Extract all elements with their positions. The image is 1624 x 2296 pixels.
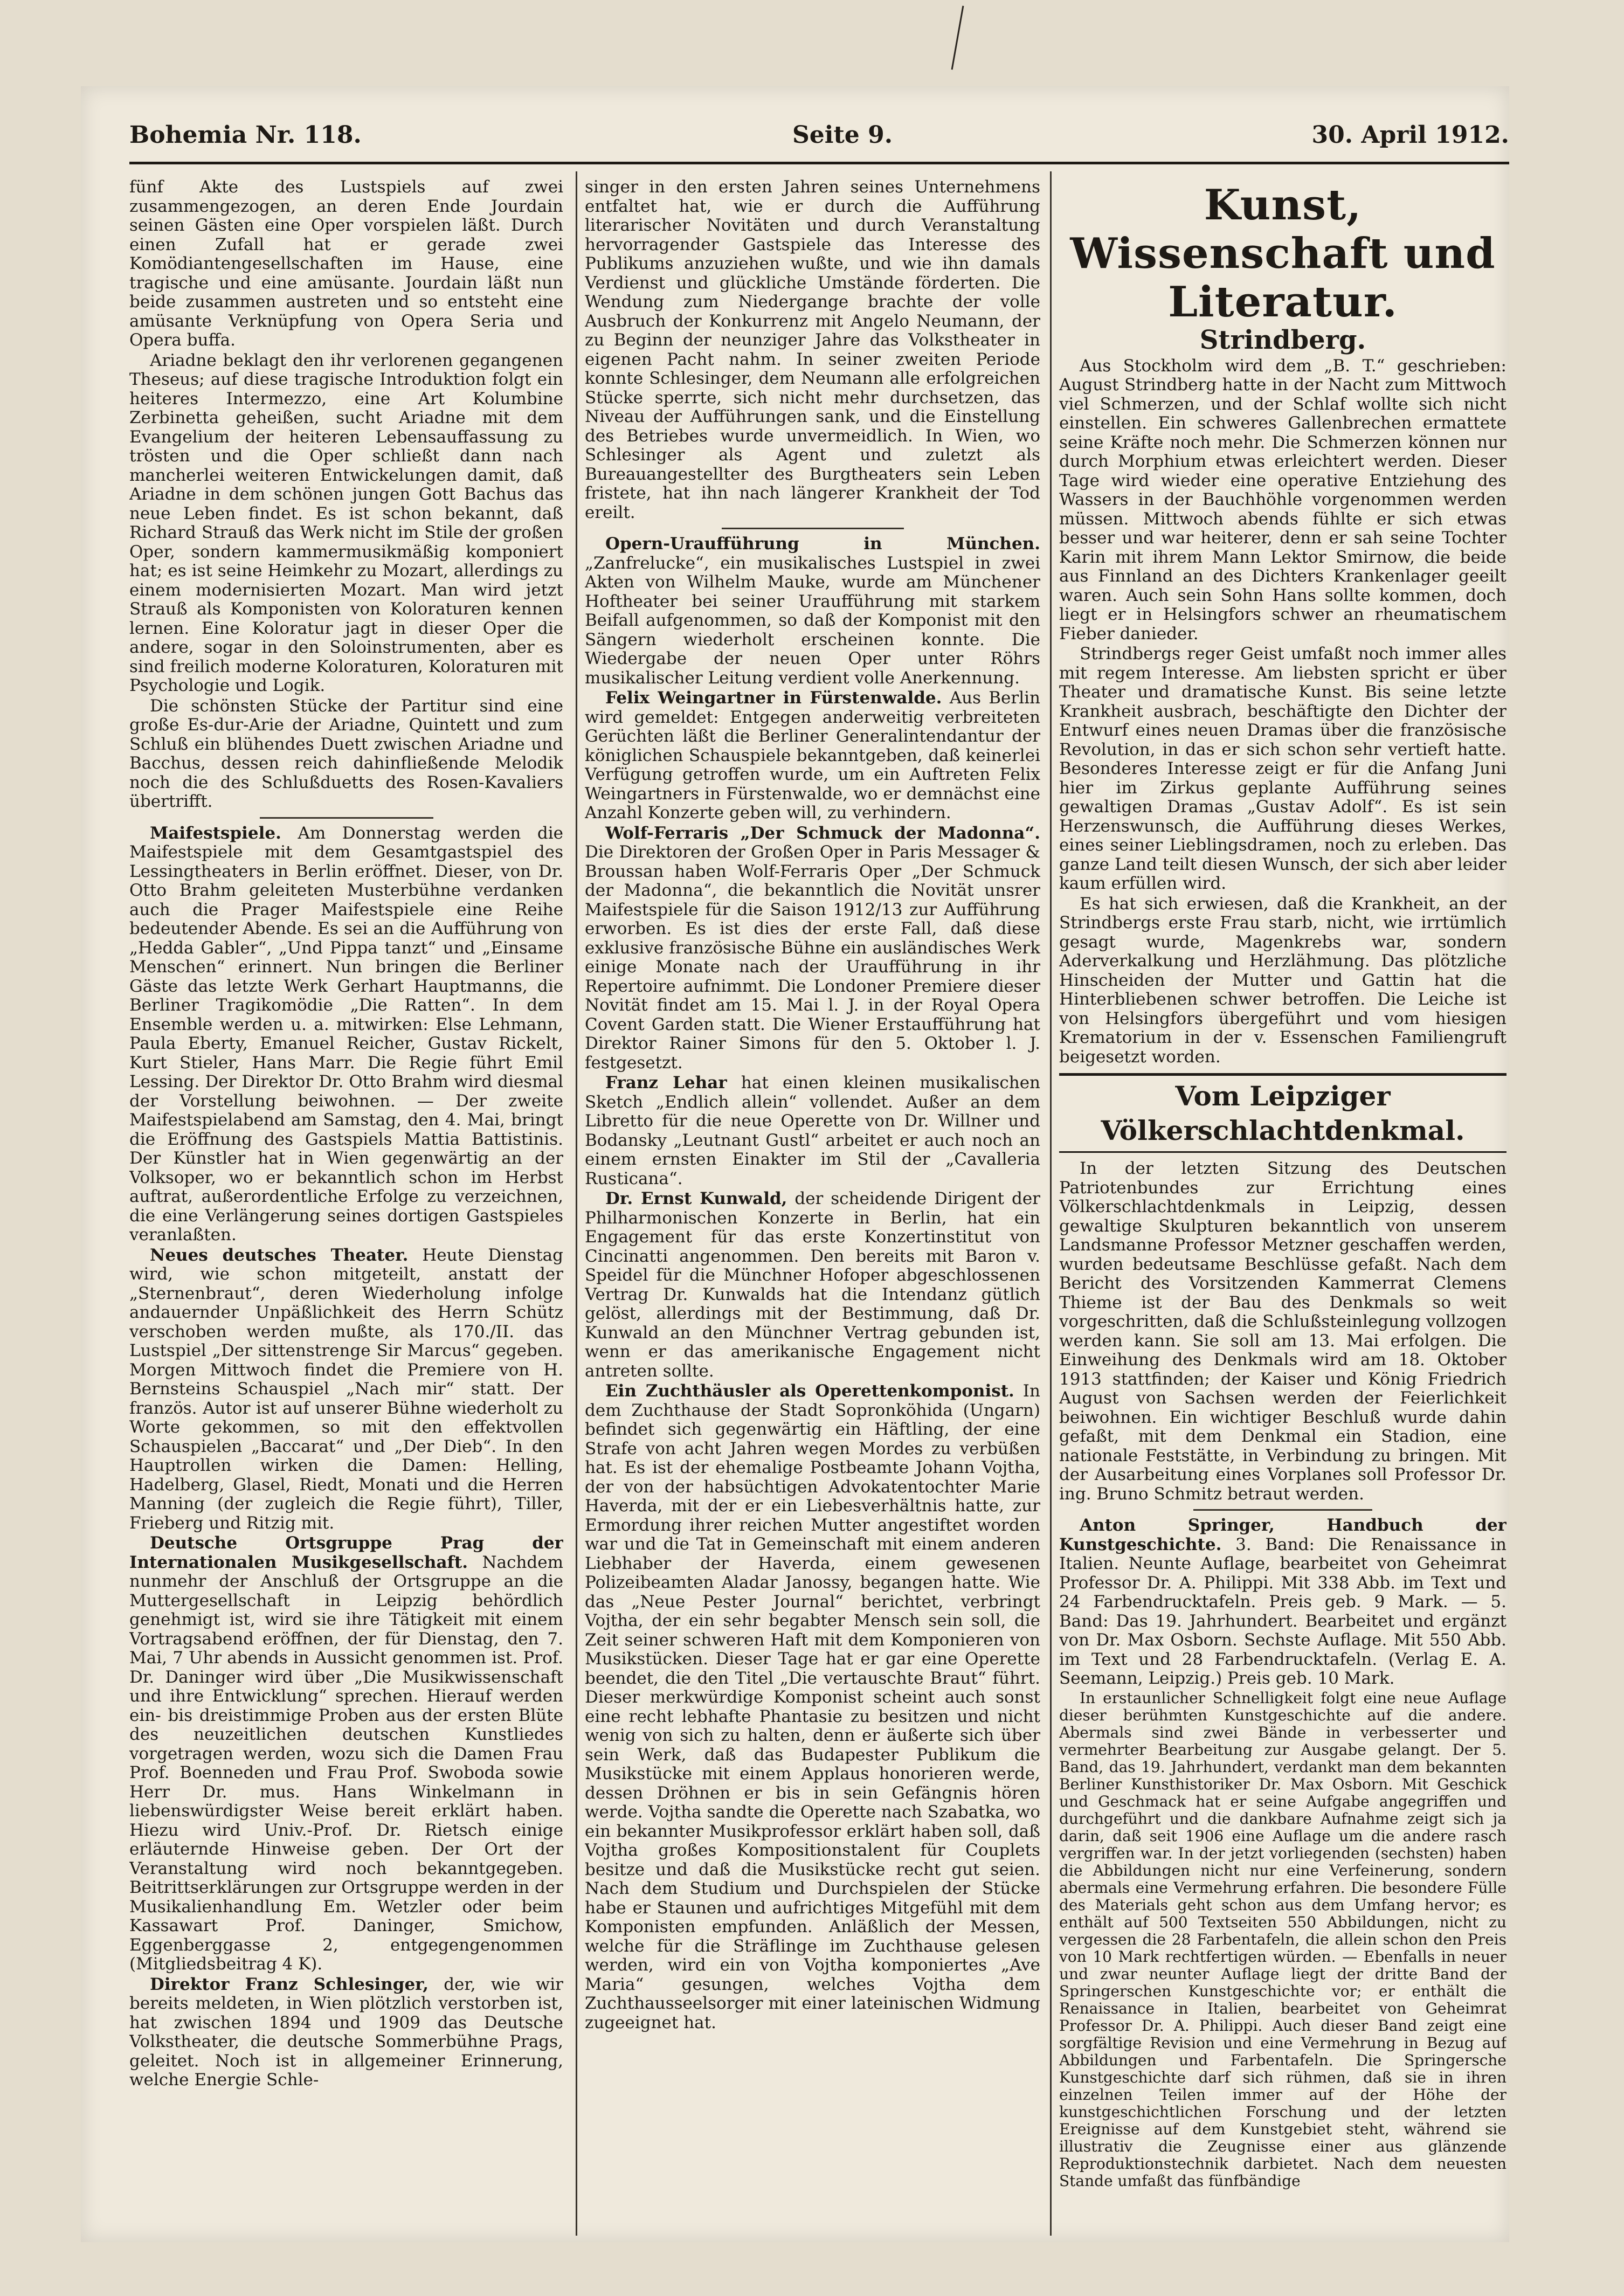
header-date: 30. April 1912. [1311, 121, 1509, 149]
col1-article-maifestspiele [129, 824, 563, 1245]
article-lead: Wolf-Ferraris „Der Schmuck der Madonna“. [605, 823, 1040, 843]
article-body: der, wie wir bereits meldeten, in Wien plötzlich verstorben ist, hat zwischen 1894 und 1909 das Deutsche Volkstheater, die deutsche Sommerbühne Prags, geleitet. Noch ist in allgemeiner Erinnerung, welche Energie Schle- [129, 1974, 563, 2090]
article-lead: Franz Lehar [605, 1073, 727, 1092]
col2-article-kunwald [585, 1190, 1040, 1381]
article-lead: Felix Weingartner in Fürstenwalde. [605, 688, 942, 708]
column-rule-1 [576, 171, 577, 2236]
separator [1193, 1509, 1372, 1511]
column-3 [1059, 178, 1506, 2237]
section-title: Kunst, Wissenschaft und Literatur. [1070, 181, 1496, 327]
column-1 [129, 178, 563, 2237]
article-lead: Maifestspiele. [150, 823, 281, 843]
header-rule [129, 162, 1509, 164]
col3-paragraph: In der letzten Sitzung des Deutschen Patriotenbundes zur Errichtung eines Völkerschlachtdenkmals in Leipzig, dessen gewaltige Skulpturen bekanntlich von unserem Landsmanne Professor Metzner geschaffen werden, wurden bedeutsame Beschlüsse gefaßt. Nach dem Bericht des Vorsitzenden Kammerrat Clemens Thieme ist der Bau des Denkmals so weit vorgeschritten, daß die Schlußsteinlegung vollzogen werden kann. Sie soll am 13. Mai erfolgen. Die Einweihung des Denkmals wird am 18. Oktober 1913 stattfinden; der Kaiser und König Friedrich August von Sachsen werden der Feierlichkeit beiwohnen. Ein wichtiger Beschluß wurde dahin gefaßt, mit dem Denkmal ein Stadion, eine nationale Feststätte, in Verbindung zu bringen. Mit der Ausarbeitung eines Vorplanes soll Professor Dr. ing. Bruno Schmitz betraut werden. [1059, 1159, 1506, 1504]
col1-article-schlesinger [129, 1975, 563, 2090]
article-body: Nachdem nunmehr der Anschluß der Ortsgruppe an die Muttergesellschaft in Leipzig behördlich genehmigt ist, wird sie ihre Tätigkeit mit einem Vortragsabend eröffnen, der für Dienstag, den 7. Mai, 7 Uhr abends in Aussicht genommen ist. Prof. Dr. Daninger wird über „Die Musikwissenschaft und ihre Entwicklung“ sprechen. Hierauf werden ein- bis dreistimmige Proben aus der ersten Blüte des neuzeitlichen deutschen Kunstliedes vorgetragen werden, wozu sich die Damen Frau Prof. Boenneden und Frau Prof. Swoboda sowie Herr Dr. mus. Hans Winkelmann in liebenswürdigster Weise bereit erklärt haben. Hiezu wird Univ.-Prof. Dr. Rietsch einige erläuternde Hinweise geben. Der Ort der Veranstaltung wird noch bekanntgegeben. Beitrittserklärungen zur Ortsgruppe werden in der Musikalienhandlung Em. Wetzler oder beim Kassawart Prof. Daninger, Smichow, Eggenberggasse 2, entgegengenommen (Mitgliedsbeitrag 4 K). [129, 1552, 563, 1974]
article-lead: Direktor Franz Schlesinger, [150, 1974, 429, 1994]
article-lead: Deutsche Ortsgruppe Prag der Internationalen Musikgesellschaft. [129, 1533, 563, 1572]
article-body: Die Direktoren der Großen Oper in Paris Messager & Broussan haben Wolf-Ferraris Oper „Der Schmuck der Madonna“, die bekanntlich die Novität unsrer Maifestspiele für die Saison 1912/13 zur Aufführung erworben. Es ist dies der erste Fall, daß diese exklusive französische Bühne ein ausländisches Werk einige Monate nach der Uraufführung in ihr Repertoire aufnimmt. Die Londoner Premiere dieser Novität findet am 15. Mai l. J. in der Royal Opera Covent Garden statt. Die Wiener Erstaufführung hat Direktor Rainer Simons für den 5. Oktober l. J. festgesetzt. [585, 842, 1040, 1073]
col3-article-springer [1059, 1516, 1506, 1689]
article-body: Heute Dienstag wird, wie schon mitgeteilt, anstatt der „Sternenbraut“, deren Wiederholung infolge andauernder Unpäßlichkeit des Herrn Schütz verschoben werden mußte, als 170./II. das Lustspiel „Der sittenstrenge Sir Marcus“ gegeben. Morgen Mittwoch findet die Premiere von H. Bernsteins Schauspiel „Nach mir“ statt. Der französ. Autor ist auf unserer Bühne wiederholt zu Worte gekommen, so mit den effektvollen Schauspielen „Baccarat“ und „Der Dieb“. In den Hauptrollen wirken die Damen: Helling, Hadelberg, Glasel, Riedt, Monati und die Herren Manning (der zugleich die Regie führt), Tiller, Frieberg und Ritzig mit. [129, 1245, 563, 1533]
col2-article-muenchen [585, 535, 1040, 688]
col1-paragraph: fünf Akte des Lustspiels auf zwei zusammengezogen, an deren Ende Jourdain seinen Gästen eine Oper vorspielen läßt. Durch einen Zufall hat er gerade zwei Komödiantengesellschaften im Hause, eine tragische und eine amüsante. Jourdain läßt nun beide zusammen austreten und so entsteht eine amüsante Verknüpfung von Opera Seria und Opera buffa. [129, 178, 563, 350]
article-lead: Opern-Uraufführung in München. [605, 534, 1040, 554]
separator [722, 528, 904, 529]
col1-paragraph: Ariadne beklagt den ihr verlorenen gegangenen Theseus; auf diese tragische Introduktion folgt ein heiteres Intermezzo, eine Art Kolumbine Zerbinetta geheißen, sucht Ariadne mit dem Evangelium der heiteren Lebensauffassung zu trösten und die Oper schließt dann nach mancherlei weiteren Entwickelungen damit, daß Ariadne in dem schönen jungen Gott Bachus das neue Leben findet. Es ist schon bekannt, daß Richard Strauß das Werk nicht im Stile der großen Oper, sondern kammermusikmäßig komponiert hat; es ist seine Heimkehr zu Mozart, allerdings zu einem modernisierten Mozart. Man wird jetzt Strauß als Komponisten von Koloraturen kennen lernen. Eine Koloratur jagt in dieser Oper die andere, sogar in den Soloinstrumenten, aber es sind freilich moderne Koloraturen, Koloraturen mit Psychologie und Logik. [129, 350, 563, 695]
article-body: 3. Band: Die Renaissance in Italien. Neunte Auflage, bearbeitet von Geheimrat Professor Dr. A. Philippi. Mit 338 Abb. im Text und 24 Farbendrucktafeln. Preis geb. 9 Mark. — 5. Band: Das 19. Jahrhundert. Bearbeitet und ergänzt von Dr. Max Osborn. Sechste Auflage. Mit 550 Abb. im Text und 28 Farbendrucktafeln. (Verlag E. A. Seemann, Leipzig.) Preis geb. 10 Mark. [1059, 1534, 1506, 1688]
article-title-strindberg: Strindberg. [1199, 325, 1366, 355]
article-body: hat einen kleinen musikalischen Sketch „Endlich allein“ vollendet. Außer an dem Libretto für die neue Operette von Dr. Willner und Bodansky „Leutnant Gustl“ arbeitet er auch noch an einem ernsten Einakter im Stil der „Cavalleria Rusticana“. [585, 1073, 1040, 1188]
col2-article-lehar [585, 1074, 1040, 1188]
col2-article-weingartner [585, 689, 1040, 823]
col3-paragraph: Es hat sich erwiesen, daß die Krankheit, an der Strindbergs erste Frau starb, nicht, wie irrtümlich gesagt wurde, Magenkrebs war, sondern Aderverkalkung und Herzlähmung. Das plötzliche Hinscheiden der Mutter und Gattin hat die Hinterbliebenen schwer betroffen. Die Leiche ist von Helsingfors übergeführt und vom hiesigen Krematorium in der v. Essenschen Familiengruft beigesetzt worden. [1059, 894, 1506, 1067]
article-lead: Ein Zuchthäusler als Operettenkomponist. [605, 1381, 1014, 1401]
article-body: In dem Zuchthause der Stadt Sopronköhida (Ungarn) befindet sich gegenwärtig ein Häftling, der eine Strafe von acht Jahren wegen Mordes zu verbüßen hat. Es ist der ehemalige Postbeamte Johann Vojtha, der von der habsüchtigen Advokatentochter Marie Haverda, mit der er ein Liebesverhältnis hatte, zur Ermordung ihrer reichen Mutter angestiftet worden war und die Tat in Gemeinschaft mit einem anderen Liebhaber der Haverda, einem gewesenen Polizeibeamten Aladar Janossy, begangen hatte. Wie das „Neue Pester Journal“ berichtet, verbringt Vojtha, der ein sehr begabter Mensch sein soll, die Zeit seiner schweren Haft mit dem Komponieren von Musikstücken. Dieser Tage hat er gar eine Operette beendet, die den Titel „Die vertauschte Braut“ führt. Dieser merkwürdige Komponist scheint auch sonst eine recht lebhafte Phantasie zu besitzen und nicht wenig von sich zu halten, denn er äußerte sich über sein Werk, daß das Budapester Publikum die Musikstücke mit einem Applaus honorieren werde, dessen Dröhnen er bis in sein Gefängnis hören werde. Vojtha sandte die Operette nach Szabatka, wo ein bekannter Musikprofessor erklärt haben soll, daß Vojtha großes Kompositionstalent für Couplets besitze und daß die Musikstücke recht gut seien. Nach dem Studium und Durchspielen der Stücke habe er Staunen und aufrichtiges Mitgefühl mit dem Komponisten empfunden. Anläßlich der Messen, welche für die Sträflinge im Zuchthause gelesen werden, wird ein von Vojtha komponiertes „Ave Maria“ gesungen, welches Vojtha dem Zuchthausseelsorger mit einer lateinischen Widmung zugeeignet hat. [585, 1381, 1040, 2032]
article-lead: Neues deutsches Theater. [150, 1245, 409, 1265]
header-page-number: Seite 9. [792, 121, 893, 149]
col3-paragraph: Aus Stockholm wird dem „B. T.“ geschrieben: August Strindberg hatte in der Nacht zum Mittwoch viel Schmerzen, und der Schlaf wollte sich nicht einstellen. Ein schweres Gallenbrechen ermattete seine Kräfte noch mehr. Die Schmerzen können nur durch Morphium etwas erleichtert werden. Dieser Tage wird wieder eine operative Entziehung des Wassers in der Bauchhöhle vorgenommen werden müssen. Mittwoch abends fühlte er sich etwas besser und war heiterer, denn er sah seine Tochter Karin mit ihrem Mann Lektor Smirnow, die beide aus Finnland an des Dichters Krankenlager geeilt waren. Auch sein Sohn Hans sollte kommen, doch liegt er in Helsingfors schwer an rheumatischem Fieber danieder. [1059, 356, 1506, 644]
separator [260, 817, 433, 819]
page-header [129, 121, 1509, 159]
article-lead: Anton Springer, Handbuch der Kunstgeschichte. [1059, 1516, 1506, 1554]
col3-paragraph: Strindbergs reger Geist umfaßt noch immer alles mit regem Interesse. Am liebsten spricht er über Theater und dramatische Kunst. Bis seine letzte Krankheit ausbrach, beschäftigte den Dichter der Entwurf eines neuen Dramas über die französische Revolution, in das er sich schon sehr vertieft hatte. Besonderes Interesse zeigt er für die Anfang Juni hier im Zirkus geplante Aufführung seines gewaltigen Dramas „Gustav Adolf“. Es ist sein Herzenswunsch, die Aufführung dieses Werkes, eines seiner Lieblingsdramen, noch zu erleben. Das ganze Land teilt diesen Wunsch, der sich aber leider kaum erfüllen wird. [1059, 644, 1506, 893]
col1-article-ortsgruppe [129, 1534, 563, 1974]
column-2 [585, 178, 1040, 2237]
col2-paragraph: singer in den ersten Jahren seines Unternehmens entfaltet hat, wie er durch die Aufführung literarischer Novitäten und durch Veranstaltung hervorragender Gastspiele das Interesse des Publikums anzuziehen wußte, und wie ihn damals Verdienst und glückliche Umstände förderten. Die Wendung zum Niedergange brachte der volle Ausbruch der Konkurrenz mit Angelo Neumann, der zu Beginn der neunziger Jahre das Volkstheater in eigenen Pacht nahm. In seiner zweiten Periode konnte Schlesinger, dem Neumann alle erfolgreichen Stücke sperrte, sich nicht mehr durchsetzen, das Niveau der Aufführungen sank, und die Einstellung des Betriebes wurde unvermeidlich. In Wien, wo Schlesinger als Agent und zuletzt als Bureauangestellter des Burgtheaters sein Leben fristete, hat ihn nach längerer Krankheit der Tod ereilt. [585, 178, 1040, 522]
col2-article-zuchthaeusler [585, 1382, 1040, 2032]
column-rule-2 [1050, 171, 1052, 2236]
article-body: der scheidende Dirigent der Philharmonischen Konzerte in Berlin, hat ein Engagement für das erste Konzertinstitut von Cincinatti angenommen. Den bereits mit Baron v. Speidel für die Münchner Hofoper abgeschlossenen Vertrag Dr. Kunwalds hat die Intendanz gütlich gelöst, allerdings mit der Bestimmung, daß Dr. Kunwald an den Münchner Vertrag gebunden ist, wenn er das amerikanische Engagement nicht antreten sollte. [585, 1189, 1040, 1381]
col1-paragraph: Die schönsten Stücke der Partitur sind eine große Es-dur-Arie der Ariadne, Quintett und zum Schluß ein blühendes Duett zwischen Ariadne und Bacchus, dessen reich dahinfließende Melodik noch die des Schlußduetts des Rosen-Kavaliers übertrifft. [129, 696, 563, 811]
article-body: „Zanfrelucke“, ein musikalisches Lustspiel in zwei Akten von Wilhelm Mauke, wurde am Münchener Hoftheater bei seiner Uraufführung mit starkem Beifall aufgenommen, so daß der Komponist mit den Sängern wiederholt erscheinen konnte. Die Wiedergabe der neuen Oper unter Röhrs musikalischer Leitung verdient volle Anerkennung. [585, 553, 1040, 688]
article-title-voelkerschlachtdenkmal: Vom Leipziger Völkerschlachtdenkmal. [1059, 1073, 1506, 1153]
header-issue: Bohemia Nr. 118. [129, 121, 362, 149]
article-body: Aus Berlin wird gemeldet: Entgegen anderweitig verbreiteten Gerüchten läßt die Berliner Generalintendantur der königlichen Schauspiele bekanntgeben, daß keinerlei Verfügung getroffen wurde, um ein Auftreten Felix Weingartners in Fürstenwalde, wo er demnächst eine Anzahl Konzerte geben will, zu verhindern. [585, 688, 1040, 822]
article-lead: Dr. Ernst Kunwald, [605, 1189, 787, 1208]
article-body: Am Donnerstag werden die Maifestspiele mit dem Gesamtgastspiel des Lessingtheaters in Berlin eröffnet. Dieser, von Dr. Otto Brahm geleiteten Musterbühne verdanken auch die Prager Maifestspiele eine Reihe bedeutender Abende. Es sei an die Aufführung von „Hedda Gabler“, „Und Pippa tanzt“ und „Einsame Menschen“ erinnert. Nun bringen die Berliner Gäste das letzte Werk Gerhart Hauptmanns, die Berliner Tragikomödie „Die Ratten“. In dem Ensemble werden u. a. mitwirken: Else Lehmann, Paula Eberty, Emanuel Reicher, Gustav Rickelt, Kurt Stieler, Hans Marr. Die Regie führt Emil Lessing. Der Direktor Dr. Otto Brahm wird diesmal der Vorstellung beiwohnen. — Der zweite Maifestspielabend am Samstag, den 4. Mai, bringt die Eröffnung des Gastspiels Mattia Battistinis. Der Künstler hat in Wien gegenwärtig an der Volksoper, wo er bekanntlich schon im Herbst auftrat, außerordentliche Erfolge zu verzeichnen, die eine Verlängerung seines dortigen Gastspieles veranlaßten. [129, 823, 563, 1244]
col1-article-theater [129, 1246, 563, 1533]
col3-paragraph: In erstaunlicher Schnelligkeit folgt eine neue Auflage dieser berühmten Kunstgeschichte auf die andere. Abermals sind zwei Bände in verbesserter und vermehrter Bearbeitung zur Ausgabe gelangt. Der 5. Band, das 19. Jahrhundert, verdankt man dem bekannten Berliner Kunsthistoriker Dr. Max Osborn. Mit Geschick und Geschmack hat er seine Aufgabe angegriffen und durchgeführt und die dankbare Aufnahme zeigt sich ja darin, daß seit 1906 eine Auflage um die andere rasch vergriffen war. In der jetzt vorliegenden (sechsten) haben die Abbildungen nicht nur eine Verfeinerung, sondern abermals eine Vermehrung erfahren. Die besondere Fülle des Materials geht schon aus dem Umfang hervor; es enthält auf 500 Textseiten 550 Abbildungen, nicht zu vergessen die 28 Farbentafeln, die allein schon den Preis von 10 Mark rechtfertigen würden. — Ebenfalls in neuer und zwar neunter Auflage liegt der dritte Band der Springerschen Kunstgeschichte vor; er enthält die Renaissance in Italien, bearbeitet von Geheimrat Professor Dr. A. Philippi. Auch dieser Band zeigt eine sorgfältige Revision und eine Vermehrung in Bezug auf Abbildungen und Farbentafeln. Die Springersche Kunstgeschichte darf sich rühmen, daß sie in ihren einzelnen Teilen immer auf der Höhe der kunstgeschichtlichen Forschung und der letzten Ereignisse auf dem Kunstgebiet steht, während sie illustrativ die Zeugnisse einer aus glänzende Reproduktionstechnik darbietet. Nach dem neuesten Stande umfaßt das fünfbändige [1059, 1689, 1506, 2190]
pencil-mark [951, 6, 964, 70]
col2-article-wolf-ferrari [585, 824, 1040, 1073]
